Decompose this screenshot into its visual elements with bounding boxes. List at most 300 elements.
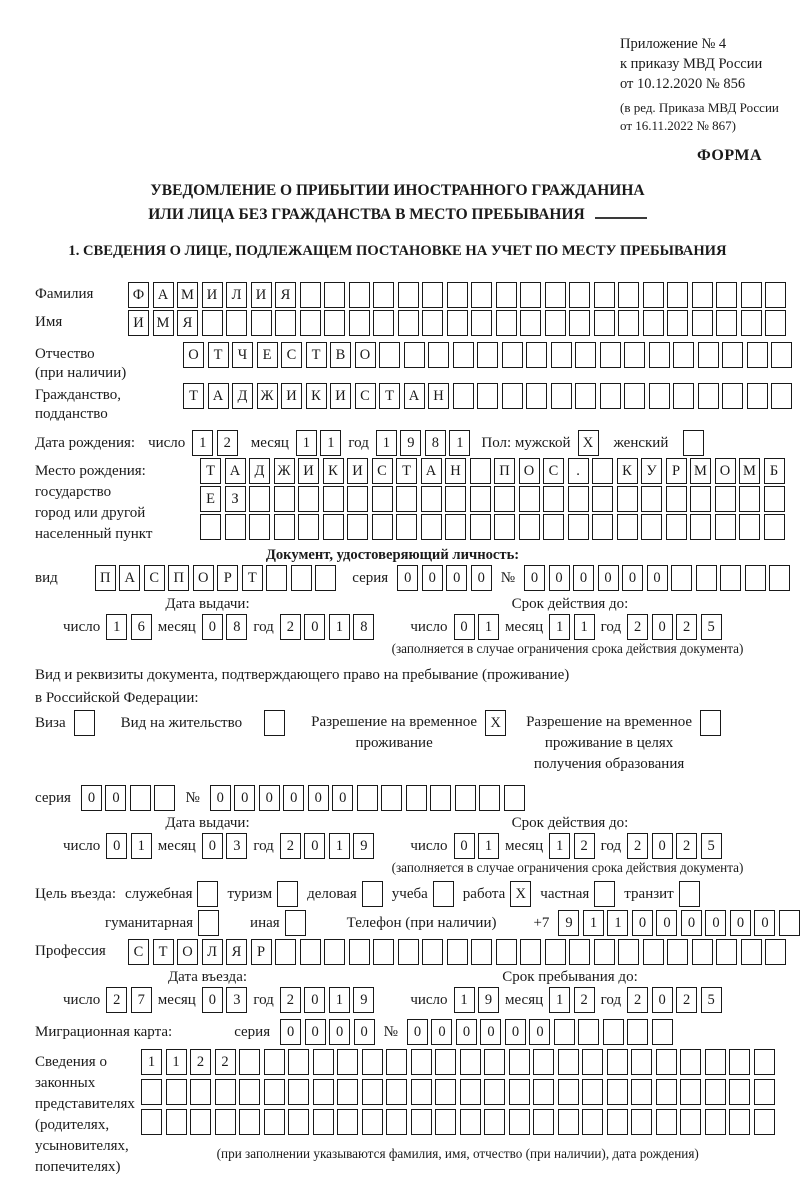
purpose-work-checkbox[interactable]: X [510, 881, 531, 907]
char-cell[interactable]: Е [257, 342, 278, 368]
char-cell[interactable]: 5 [701, 833, 722, 859]
char-cell[interactable] [779, 910, 800, 936]
char-cell[interactable] [435, 1049, 456, 1075]
char-cell[interactable]: 0 [454, 614, 475, 640]
char-cell[interactable]: 1 [549, 614, 570, 640]
char-cell[interactable] [582, 1109, 603, 1135]
char-cell[interactable]: 0 [454, 833, 475, 859]
char-cell[interactable] [607, 1049, 628, 1075]
char-cell[interactable] [600, 383, 621, 409]
char-cell[interactable] [741, 310, 762, 336]
char-cell[interactable] [624, 383, 645, 409]
char-cell[interactable]: 0 [329, 1019, 350, 1045]
char-cell[interactable]: Д [249, 458, 270, 484]
char-cell[interactable]: 0 [105, 785, 126, 811]
char-cell[interactable] [692, 939, 713, 965]
char-cell[interactable] [765, 939, 786, 965]
char-cell[interactable] [765, 282, 786, 308]
char-cell[interactable]: 5 [701, 987, 722, 1013]
char-cell[interactable] [543, 514, 564, 540]
char-cell[interactable] [215, 1109, 236, 1135]
char-cell[interactable] [249, 486, 270, 512]
char-cell[interactable]: Р [251, 939, 272, 965]
char-cell[interactable] [764, 486, 785, 512]
char-cell[interactable] [166, 1079, 187, 1105]
char-cell[interactable] [386, 1109, 407, 1135]
char-cell[interactable]: 0 [106, 833, 127, 859]
char-cell[interactable] [323, 514, 344, 540]
char-cell[interactable]: 0 [480, 1019, 501, 1045]
char-cell[interactable] [594, 310, 615, 336]
char-cell[interactable] [592, 486, 613, 512]
char-cell[interactable]: П [168, 565, 189, 591]
char-cell[interactable]: Т [153, 939, 174, 965]
char-cell[interactable] [692, 310, 713, 336]
char-cell[interactable] [526, 383, 547, 409]
char-cell[interactable] [357, 785, 378, 811]
char-cell[interactable] [349, 939, 370, 965]
char-cell[interactable]: 1 [192, 430, 213, 456]
char-cell[interactable]: 0 [471, 565, 492, 591]
char-cell[interactable]: 1 [166, 1049, 187, 1075]
char-cell[interactable] [568, 486, 589, 512]
char-cell[interactable]: 2 [627, 614, 648, 640]
char-cell[interactable] [656, 1079, 677, 1105]
char-cell[interactable] [729, 1079, 750, 1105]
char-cell[interactable]: М [177, 282, 198, 308]
char-cell[interactable] [411, 1079, 432, 1105]
char-cell[interactable]: Б [764, 458, 785, 484]
char-cell[interactable] [754, 1109, 775, 1135]
char-cell[interactable]: У [641, 458, 662, 484]
char-cell[interactable]: 0 [446, 565, 467, 591]
char-cell[interactable]: 8 [425, 430, 446, 456]
char-cell[interactable]: 1 [449, 430, 470, 456]
char-cell[interactable]: Т [396, 458, 417, 484]
char-cell[interactable]: 0 [431, 1019, 452, 1045]
char-cell[interactable] [690, 486, 711, 512]
char-cell[interactable] [396, 486, 417, 512]
char-cell[interactable] [764, 514, 785, 540]
char-cell[interactable] [618, 282, 639, 308]
char-cell[interactable] [315, 565, 336, 591]
char-cell[interactable] [484, 1079, 505, 1105]
char-cell[interactable] [421, 486, 442, 512]
char-cell[interactable]: С [355, 383, 376, 409]
char-cell[interactable] [716, 282, 737, 308]
char-cell[interactable] [404, 342, 425, 368]
char-cell[interactable]: О [355, 342, 376, 368]
char-cell[interactable] [447, 310, 468, 336]
char-cell[interactable] [667, 939, 688, 965]
char-cell[interactable] [592, 514, 613, 540]
char-cell[interactable] [447, 282, 468, 308]
char-cell[interactable] [381, 785, 402, 811]
char-cell[interactable]: 9 [353, 987, 374, 1013]
char-cell[interactable] [398, 282, 419, 308]
char-cell[interactable]: А [225, 458, 246, 484]
char-cell[interactable]: С [144, 565, 165, 591]
char-cell[interactable]: С [128, 939, 149, 965]
char-cell[interactable] [631, 1109, 652, 1135]
char-cell[interactable]: 0 [210, 785, 231, 811]
char-cell[interactable]: 0 [354, 1019, 375, 1045]
char-cell[interactable]: 0 [705, 910, 726, 936]
char-cell[interactable] [603, 1019, 624, 1045]
char-cell[interactable]: О [183, 342, 204, 368]
char-cell[interactable] [386, 1079, 407, 1105]
char-cell[interactable] [477, 383, 498, 409]
char-cell[interactable]: 1 [454, 987, 475, 1013]
char-cell[interactable] [460, 1079, 481, 1105]
char-cell[interactable] [453, 342, 474, 368]
edu-permit-checkbox[interactable] [700, 710, 721, 736]
char-cell[interactable]: 9 [400, 430, 421, 456]
char-cell[interactable]: 0 [304, 614, 325, 640]
char-cell[interactable] [765, 310, 786, 336]
char-cell[interactable] [428, 342, 449, 368]
char-cell[interactable] [652, 1019, 673, 1045]
char-cell[interactable] [264, 1079, 285, 1105]
char-cell[interactable]: И [330, 383, 351, 409]
char-cell[interactable] [509, 1079, 530, 1105]
char-cell[interactable] [716, 939, 737, 965]
char-cell[interactable]: О [519, 458, 540, 484]
char-cell[interactable] [551, 342, 572, 368]
char-cell[interactable] [656, 1049, 677, 1075]
char-cell[interactable] [533, 1079, 554, 1105]
char-cell[interactable]: 0 [632, 910, 653, 936]
char-cell[interactable]: 0 [305, 1019, 326, 1045]
char-cell[interactable] [496, 282, 517, 308]
char-cell[interactable]: 0 [652, 833, 673, 859]
char-cell[interactable] [190, 1109, 211, 1135]
char-cell[interactable] [754, 1049, 775, 1075]
char-cell[interactable] [554, 1019, 575, 1045]
char-cell[interactable] [739, 486, 760, 512]
char-cell[interactable]: А [153, 282, 174, 308]
char-cell[interactable]: П [95, 565, 116, 591]
char-cell[interactable] [643, 282, 664, 308]
char-cell[interactable]: О [177, 939, 198, 965]
char-cell[interactable] [578, 1019, 599, 1045]
char-cell[interactable]: 1 [478, 614, 499, 640]
char-cell[interactable]: 0 [730, 910, 751, 936]
char-cell[interactable]: С [543, 458, 564, 484]
char-cell[interactable]: И [298, 458, 319, 484]
char-cell[interactable] [533, 1109, 554, 1135]
char-cell[interactable] [641, 486, 662, 512]
char-cell[interactable]: 0 [280, 1019, 301, 1045]
char-cell[interactable]: 6 [131, 614, 152, 640]
char-cell[interactable] [298, 514, 319, 540]
char-cell[interactable] [347, 514, 368, 540]
char-cell[interactable] [386, 1049, 407, 1075]
char-cell[interactable]: 2 [574, 987, 595, 1013]
char-cell[interactable]: 2 [215, 1049, 236, 1075]
char-cell[interactable] [471, 310, 492, 336]
char-cell[interactable]: 0 [422, 565, 443, 591]
char-cell[interactable]: К [323, 458, 344, 484]
char-cell[interactable]: 0 [397, 565, 418, 591]
char-cell[interactable]: И [251, 282, 272, 308]
char-cell[interactable]: 9 [353, 833, 374, 859]
char-cell[interactable] [569, 310, 590, 336]
char-cell[interactable] [582, 1079, 603, 1105]
char-cell[interactable]: 9 [558, 910, 579, 936]
char-cell[interactable]: 0 [332, 785, 353, 811]
char-cell[interactable]: Т [208, 342, 229, 368]
char-cell[interactable] [313, 1049, 334, 1075]
char-cell[interactable] [430, 785, 451, 811]
char-cell[interactable]: 0 [456, 1019, 477, 1045]
char-cell[interactable] [239, 1109, 260, 1135]
char-cell[interactable] [631, 1079, 652, 1105]
char-cell[interactable]: З [225, 486, 246, 512]
char-cell[interactable] [288, 1109, 309, 1135]
char-cell[interactable]: 1 [574, 614, 595, 640]
char-cell[interactable] [225, 514, 246, 540]
char-cell[interactable] [729, 1049, 750, 1075]
char-cell[interactable] [533, 1049, 554, 1075]
char-cell[interactable]: 2 [676, 833, 697, 859]
char-cell[interactable] [421, 514, 442, 540]
char-cell[interactable]: 0 [524, 565, 545, 591]
char-cell[interactable] [545, 282, 566, 308]
char-cell[interactable] [607, 1109, 628, 1135]
char-cell[interactable]: Л [226, 282, 247, 308]
char-cell[interactable] [754, 1079, 775, 1105]
char-cell[interactable]: 2 [280, 987, 301, 1013]
char-cell[interactable] [445, 486, 466, 512]
char-cell[interactable] [696, 565, 717, 591]
char-cell[interactable]: 0 [308, 785, 329, 811]
char-cell[interactable]: Д [232, 383, 253, 409]
char-cell[interactable]: Я [275, 282, 296, 308]
char-cell[interactable] [398, 310, 419, 336]
char-cell[interactable] [771, 383, 792, 409]
char-cell[interactable]: 0 [259, 785, 280, 811]
temp-permit-checkbox[interactable]: X [485, 710, 506, 736]
char-cell[interactable]: 9 [478, 987, 499, 1013]
char-cell[interactable]: К [306, 383, 327, 409]
char-cell[interactable]: 2 [280, 614, 301, 640]
char-cell[interactable] [569, 939, 590, 965]
char-cell[interactable]: 0 [656, 910, 677, 936]
char-cell[interactable] [313, 1079, 334, 1105]
char-cell[interactable] [494, 514, 515, 540]
char-cell[interactable] [362, 1049, 383, 1075]
char-cell[interactable]: Т [242, 565, 263, 591]
char-cell[interactable]: 1 [478, 833, 499, 859]
char-cell[interactable] [520, 939, 541, 965]
char-cell[interactable] [455, 785, 476, 811]
char-cell[interactable] [722, 342, 743, 368]
char-cell[interactable] [239, 1049, 260, 1075]
char-cell[interactable] [300, 282, 321, 308]
char-cell[interactable] [741, 282, 762, 308]
char-cell[interactable]: Ж [274, 458, 295, 484]
char-cell[interactable]: 1 [607, 910, 628, 936]
char-cell[interactable] [202, 310, 223, 336]
char-cell[interactable] [266, 565, 287, 591]
char-cell[interactable]: 1 [549, 987, 570, 1013]
char-cell[interactable] [291, 565, 312, 591]
char-cell[interactable] [453, 383, 474, 409]
char-cell[interactable]: 0 [304, 987, 325, 1013]
char-cell[interactable]: М [690, 458, 711, 484]
char-cell[interactable] [526, 342, 547, 368]
char-cell[interactable] [274, 514, 295, 540]
char-cell[interactable]: 0 [681, 910, 702, 936]
char-cell[interactable]: 0 [647, 565, 668, 591]
char-cell[interactable] [509, 1049, 530, 1075]
char-cell[interactable]: 2 [217, 430, 238, 456]
char-cell[interactable] [745, 565, 766, 591]
char-cell[interactable] [226, 310, 247, 336]
char-cell[interactable] [373, 282, 394, 308]
char-cell[interactable]: И [281, 383, 302, 409]
purpose-tourism-checkbox[interactable] [277, 881, 298, 907]
char-cell[interactable]: 1 [329, 987, 350, 1013]
char-cell[interactable]: С [372, 458, 393, 484]
char-cell[interactable] [494, 486, 515, 512]
char-cell[interactable]: Т [306, 342, 327, 368]
char-cell[interactable] [251, 310, 272, 336]
char-cell[interactable] [349, 310, 370, 336]
char-cell[interactable] [396, 514, 417, 540]
char-cell[interactable]: Е [200, 486, 221, 512]
char-cell[interactable] [484, 1109, 505, 1135]
char-cell[interactable]: Т [183, 383, 204, 409]
char-cell[interactable] [422, 310, 443, 336]
char-cell[interactable]: А [421, 458, 442, 484]
char-cell[interactable]: О [715, 458, 736, 484]
char-cell[interactable] [288, 1049, 309, 1075]
char-cell[interactable] [362, 1079, 383, 1105]
char-cell[interactable] [337, 1049, 358, 1075]
char-cell[interactable] [300, 310, 321, 336]
char-cell[interactable]: 2 [106, 987, 127, 1013]
char-cell[interactable] [666, 486, 687, 512]
char-cell[interactable]: 1 [583, 910, 604, 936]
char-cell[interactable] [641, 514, 662, 540]
char-cell[interactable] [471, 282, 492, 308]
char-cell[interactable] [720, 565, 741, 591]
char-cell[interactable]: 0 [598, 565, 619, 591]
char-cell[interactable] [673, 383, 694, 409]
char-cell[interactable] [607, 1079, 628, 1105]
char-cell[interactable]: 1 [329, 614, 350, 640]
char-cell[interactable] [569, 282, 590, 308]
char-cell[interactable]: Ф [128, 282, 149, 308]
char-cell[interactable] [502, 383, 523, 409]
char-cell[interactable] [747, 383, 768, 409]
char-cell[interactable] [372, 486, 393, 512]
char-cell[interactable] [362, 1109, 383, 1135]
char-cell[interactable] [300, 939, 321, 965]
char-cell[interactable]: 0 [202, 614, 223, 640]
char-cell[interactable] [618, 939, 639, 965]
char-cell[interactable]: 1 [131, 833, 152, 859]
char-cell[interactable] [592, 458, 613, 484]
char-cell[interactable] [692, 282, 713, 308]
char-cell[interactable] [656, 1109, 677, 1135]
char-cell[interactable] [715, 486, 736, 512]
char-cell[interactable] [575, 342, 596, 368]
char-cell[interactable] [324, 310, 345, 336]
char-cell[interactable]: 1 [329, 833, 350, 859]
char-cell[interactable] [690, 514, 711, 540]
char-cell[interactable] [558, 1109, 579, 1135]
char-cell[interactable] [771, 342, 792, 368]
char-cell[interactable] [520, 310, 541, 336]
char-cell[interactable] [627, 1019, 648, 1045]
char-cell[interactable]: 0 [283, 785, 304, 811]
char-cell[interactable] [324, 939, 345, 965]
char-cell[interactable] [705, 1109, 726, 1135]
char-cell[interactable] [323, 486, 344, 512]
char-cell[interactable] [435, 1079, 456, 1105]
char-cell[interactable] [411, 1049, 432, 1075]
char-cell[interactable]: И [128, 310, 149, 336]
char-cell[interactable] [643, 310, 664, 336]
char-cell[interactable]: Я [177, 310, 198, 336]
char-cell[interactable]: И [347, 458, 368, 484]
char-cell[interactable] [460, 1109, 481, 1135]
char-cell[interactable]: 0 [622, 565, 643, 591]
purpose-private-checkbox[interactable] [594, 881, 615, 907]
char-cell[interactable] [479, 785, 500, 811]
char-cell[interactable]: 2 [574, 833, 595, 859]
char-cell[interactable]: 5 [701, 614, 722, 640]
char-cell[interactable]: 0 [573, 565, 594, 591]
char-cell[interactable]: Л [202, 939, 223, 965]
char-cell[interactable]: А [119, 565, 140, 591]
char-cell[interactable] [154, 785, 175, 811]
char-cell[interactable] [239, 1079, 260, 1105]
char-cell[interactable] [141, 1109, 162, 1135]
char-cell[interactable]: О [193, 565, 214, 591]
char-cell[interactable] [551, 383, 572, 409]
char-cell[interactable] [558, 1079, 579, 1105]
char-cell[interactable] [373, 939, 394, 965]
char-cell[interactable]: В [330, 342, 351, 368]
char-cell[interactable] [337, 1079, 358, 1105]
char-cell[interactable] [667, 282, 688, 308]
char-cell[interactable] [470, 514, 491, 540]
char-cell[interactable] [502, 342, 523, 368]
purpose-study-checkbox[interactable] [433, 881, 454, 907]
char-cell[interactable] [520, 282, 541, 308]
char-cell[interactable] [649, 383, 670, 409]
char-cell[interactable] [617, 486, 638, 512]
char-cell[interactable]: 0 [754, 910, 775, 936]
char-cell[interactable]: 0 [304, 833, 325, 859]
char-cell[interactable]: М [153, 310, 174, 336]
char-cell[interactable] [666, 514, 687, 540]
char-cell[interactable]: 2 [676, 614, 697, 640]
char-cell[interactable] [680, 1109, 701, 1135]
char-cell[interactable] [411, 1109, 432, 1135]
char-cell[interactable] [519, 486, 540, 512]
char-cell[interactable] [722, 383, 743, 409]
char-cell[interactable] [600, 342, 621, 368]
residence-permit-checkbox[interactable] [264, 710, 285, 736]
char-cell[interactable] [484, 1049, 505, 1075]
char-cell[interactable]: Р [217, 565, 238, 591]
char-cell[interactable]: 1 [320, 430, 341, 456]
